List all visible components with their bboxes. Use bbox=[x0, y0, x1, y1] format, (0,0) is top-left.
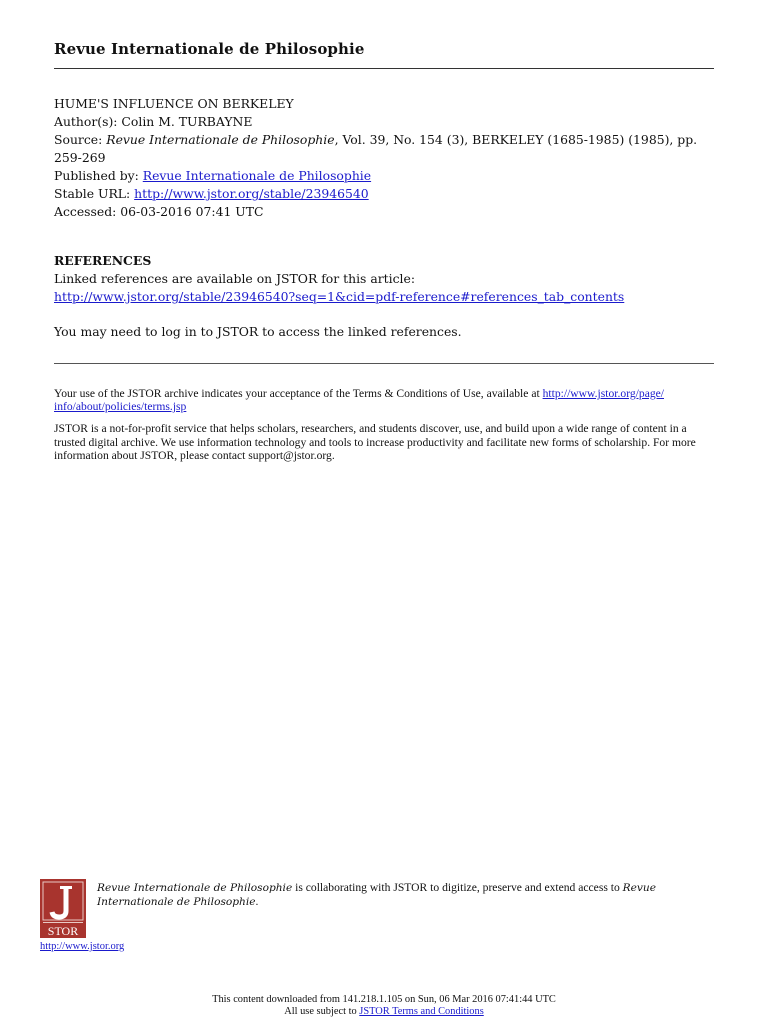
authors-label: Author(s): bbox=[54, 114, 122, 129]
header-divider bbox=[54, 68, 714, 69]
jstor-logo-icon[interactable] bbox=[40, 879, 86, 938]
jstor-logo-text: STOR bbox=[47, 924, 79, 938]
terms-text: Your use of the JSTOR archive indicates your acceptance of the Terms & Conditions of Use, available at bbox=[54, 387, 543, 400]
terms-section bbox=[54, 387, 714, 462]
terms-conditions-link[interactable]: JSTOR Terms and Conditions bbox=[359, 1005, 484, 1017]
terms-of-use-text bbox=[54, 387, 714, 413]
authors-value: Colin M. TURBAYNE bbox=[121, 114, 253, 129]
references-section bbox=[54, 252, 734, 341]
source-journal: Revue Internationale de Philosophie bbox=[106, 132, 335, 147]
references-login-note: You may need to log in to JSTOR to access the linked references. bbox=[54, 324, 462, 339]
journal-title: Revue Internationale de Philosophie bbox=[54, 40, 365, 58]
about-jstor-text: JSTOR is a not-for-profit service that helps scholars, researchers, and students discover, use, and build upon a wide range of content in a trusted digital archive. We use information technology and tools to increase productivity and facilitate new forms of scholarship. For more information about JSTOR, please contact support@jstor.org. bbox=[54, 422, 696, 462]
article-source bbox=[54, 131, 714, 167]
jstor-home-link[interactable]: http://www.jstor.org bbox=[40, 941, 125, 952]
published-label: Published by: bbox=[54, 168, 143, 183]
article-metadata bbox=[54, 95, 714, 221]
terms-link-part2[interactable]: info/about/policies/terms.jsp bbox=[54, 400, 187, 414]
publisher-link[interactable]: Revue Internationale de Philosophie bbox=[142, 168, 372, 183]
terms-notice-prefix: All use subject to bbox=[284, 1005, 360, 1017]
article-title: HUME'S INFLUENCE ON BERKELEY bbox=[54, 96, 294, 111]
terms-link-part1[interactable]: http://www.jstor.org/page/ bbox=[542, 387, 664, 400]
collaboration-statement bbox=[97, 881, 657, 909]
download-info: This content downloaded from 141.218.1.105 on Sun, 06 Mar 2016 07:41:44 UTC bbox=[212, 994, 556, 1005]
collab-journal-name-end: Revue Internationale de Philosophie bbox=[97, 882, 656, 908]
collab-journal-name: Revue Internationale de Philosophie bbox=[97, 882, 293, 894]
article-authors bbox=[54, 113, 714, 131]
article-accessed: Accessed: 06-03-2016 07:41 UTC bbox=[54, 204, 264, 219]
article-publisher bbox=[54, 167, 714, 185]
references-intro: Linked references are available on JSTOR for this article: bbox=[54, 271, 416, 286]
stable-url-label: Stable URL: bbox=[54, 186, 135, 201]
source-details: , Vol. 39, No. 154 (3), BERKELEY (1685-1985) (1985), pp. 259-269 bbox=[54, 132, 698, 165]
download-footer bbox=[0, 994, 768, 1017]
stable-url-link[interactable]: http://www.jstor.org/stable/23946540 bbox=[134, 186, 369, 201]
collab-middle-text: is collaborating with JSTOR to digitize, preserve and extend access to bbox=[292, 881, 623, 894]
article-stable-url bbox=[54, 185, 714, 203]
section-divider bbox=[54, 363, 714, 364]
source-label: Source: bbox=[54, 132, 107, 147]
references-link[interactable]: http://www.jstor.org/stable/23946540?seq=1&cid=pdf-reference#references_tab_contents bbox=[54, 289, 625, 304]
collab-end-punct: . bbox=[255, 895, 259, 908]
terms-notice bbox=[0, 1006, 768, 1018]
references-heading: REFERENCES bbox=[54, 253, 152, 268]
